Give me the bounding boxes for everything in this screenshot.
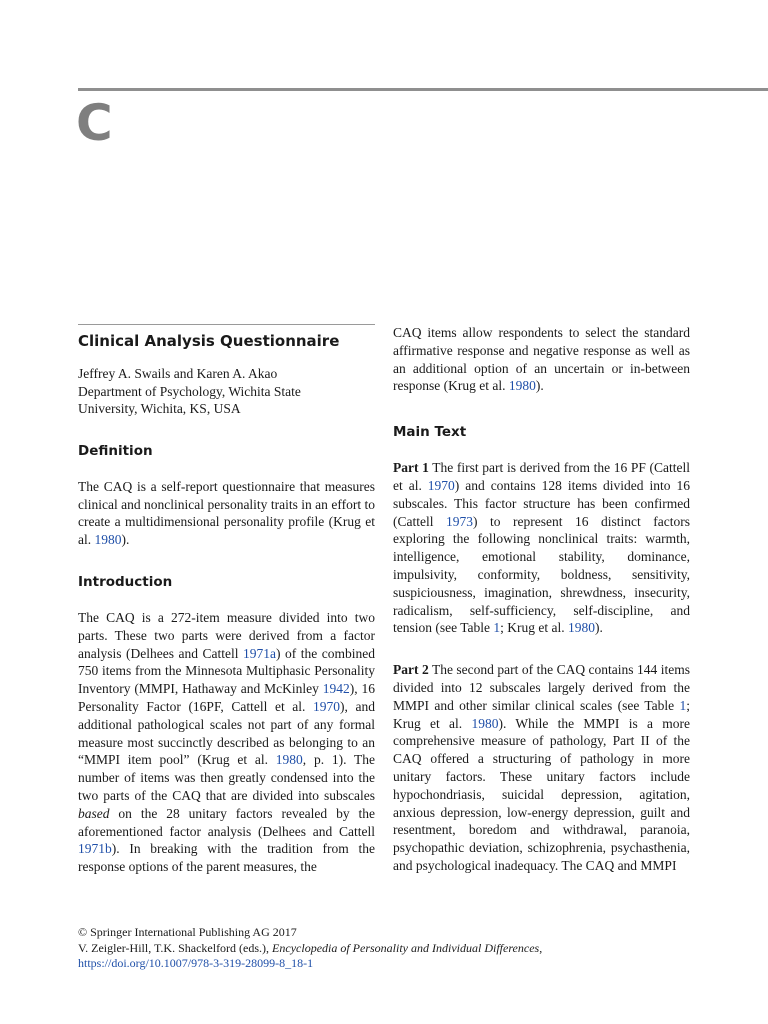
intro-emphasis: based (78, 805, 110, 821)
citation-link[interactable]: 1971a (243, 645, 276, 661)
part1-text: ) to represent 16 distinct factors exploring the following nonclinical traits: warmth, intelligence, emotional stability, dominance, impulsivity, conformity, boldness, sensitivity, suspiciousness, imagination, shrewdness, insecurity, radicalism, self-sufficiency, self-discipline, and tension (see Table (393, 513, 690, 636)
part2-paragraph (393, 661, 690, 875)
citation-link[interactable]: 1980 (508, 378, 536, 394)
introduction-heading: Introduction (78, 573, 173, 590)
intro-text: ), and additional pathological scales not part of any formal measure most succinctly described as belonging to an “MMPI item pool” (Krug et al. (78, 698, 375, 768)
citation-link[interactable]: 1973 (446, 513, 473, 529)
part1-text: ; Krug et al. (500, 620, 569, 636)
citation-line (78, 941, 718, 957)
intro-text: ), 16 Personality Factor (16PF, Cattell et al. (78, 681, 376, 714)
copyright-line: © Springer International Publishing AG 2017 (78, 925, 297, 939)
citation-link[interactable]: 1980 (568, 620, 596, 636)
part2-text: ; Krug et al. (393, 697, 690, 731)
definition-paragraph (78, 478, 375, 549)
intro-text: , p. 1). The number of items was then greatly condensed into the two parts of the CAQ that are divided into subscales (78, 752, 375, 803)
part1-label: Part 1 (393, 460, 429, 476)
affiliation-line-1: Department of Psychology, Wichita State (78, 383, 301, 399)
page-footer (78, 925, 718, 972)
doi-link[interactable]: https://doi.org/10.1007/978-3-319-28099-8_18-1 (78, 956, 314, 970)
table-link[interactable]: 1 (679, 697, 687, 713)
left-column (78, 324, 375, 900)
top-rule (78, 88, 768, 91)
part2-label: Part 2 (393, 662, 429, 678)
citation-link[interactable]: 1970 (313, 698, 341, 714)
part2-text: ). While the MMPI is a more comprehensive measure of pathology, Part II of the CAQ offered a structuring of pathology in more unitary factors. These unitary factors include hypochondriasis, suicidal depression, agitation, anxious depression, low-energy depression, guilt and resentment, boredom and withdrawal, paranoia, psychopathic deviation, schizophrenia, psychasthenia, and psychological inadequacy. The CAQ and MMPI (393, 715, 690, 873)
part2-text: The second part of the CAQ contains 144 items divided into 12 subscales largely derived from the MMPI and other similar clinical scales (see Table (393, 662, 690, 713)
citation-link[interactable]: 1980 (471, 715, 499, 731)
intro-text: The CAQ is a 272-item measure divided into two parts. These two parts were derived from a factor analysis (Delhees and Cattell (78, 609, 375, 661)
citation-link[interactable]: 1971b (78, 841, 112, 857)
title-rule (78, 324, 375, 325)
intro-text: ) of the combined 750 items from the Minnesota Multiphasic Personality Inventory (MMPI, Hathaway and McKinley (78, 645, 375, 697)
main-text-heading: Main Text (393, 424, 467, 441)
continuation-paragraph (393, 324, 690, 395)
citation-link[interactable]: 1980 (275, 752, 303, 768)
citation-comma: , (539, 940, 543, 955)
book-title: Encyclopedia of Personality and Individual Differences (272, 940, 540, 955)
part1-text: ) and contains 128 items divided into 16 subscales. This factor structure has been confirmed (Cattell (393, 477, 690, 529)
section-letter: C (76, 94, 113, 152)
part1-text: The first part is derived from the 16 PF (Cattell et al. (393, 460, 691, 493)
part1-paragraph (393, 459, 690, 637)
citation-link[interactable]: 1980 (94, 532, 122, 548)
introduction-paragraph (78, 609, 375, 876)
citation-link[interactable]: 1942 (322, 681, 350, 697)
affiliation-line-2: University, Wichita, KS, USA (78, 401, 241, 417)
entry-title: Clinical Analysis Questionnaire (78, 332, 340, 350)
intro-text: ). In breaking with the tradition from the response options of the parent measures, the (78, 841, 375, 875)
definition-heading: Definition (78, 442, 153, 459)
table-link[interactable]: 1 (493, 620, 501, 636)
definition-text-end: ). (121, 532, 130, 548)
author-block (78, 365, 375, 418)
citation-link[interactable]: 1970 (427, 477, 455, 493)
part1-text: ). (595, 620, 603, 636)
authors: Jeffrey A. Swails and Karen A. Akao (78, 366, 278, 381)
definition-text: The CAQ is a self-report questionnaire that measures clinical and nonclinical personality traits in an effort to create a multidimensional personality profile (Krug et al. (78, 478, 375, 548)
continuation-text: CAQ items allow respondents to select the standard affirmative response and negative response as well as an additional option of an uncertain or in-between response (Krug et al. (393, 325, 690, 394)
intro-text: on the 28 unitary factors revealed by the aforementioned factor analysis (Delhees and Cattell (78, 805, 375, 839)
continuation-text: ). (535, 378, 544, 394)
editors: V. Zeigler-Hill, T.K. Shackelford (eds.), (78, 940, 273, 955)
right-column (393, 324, 690, 899)
